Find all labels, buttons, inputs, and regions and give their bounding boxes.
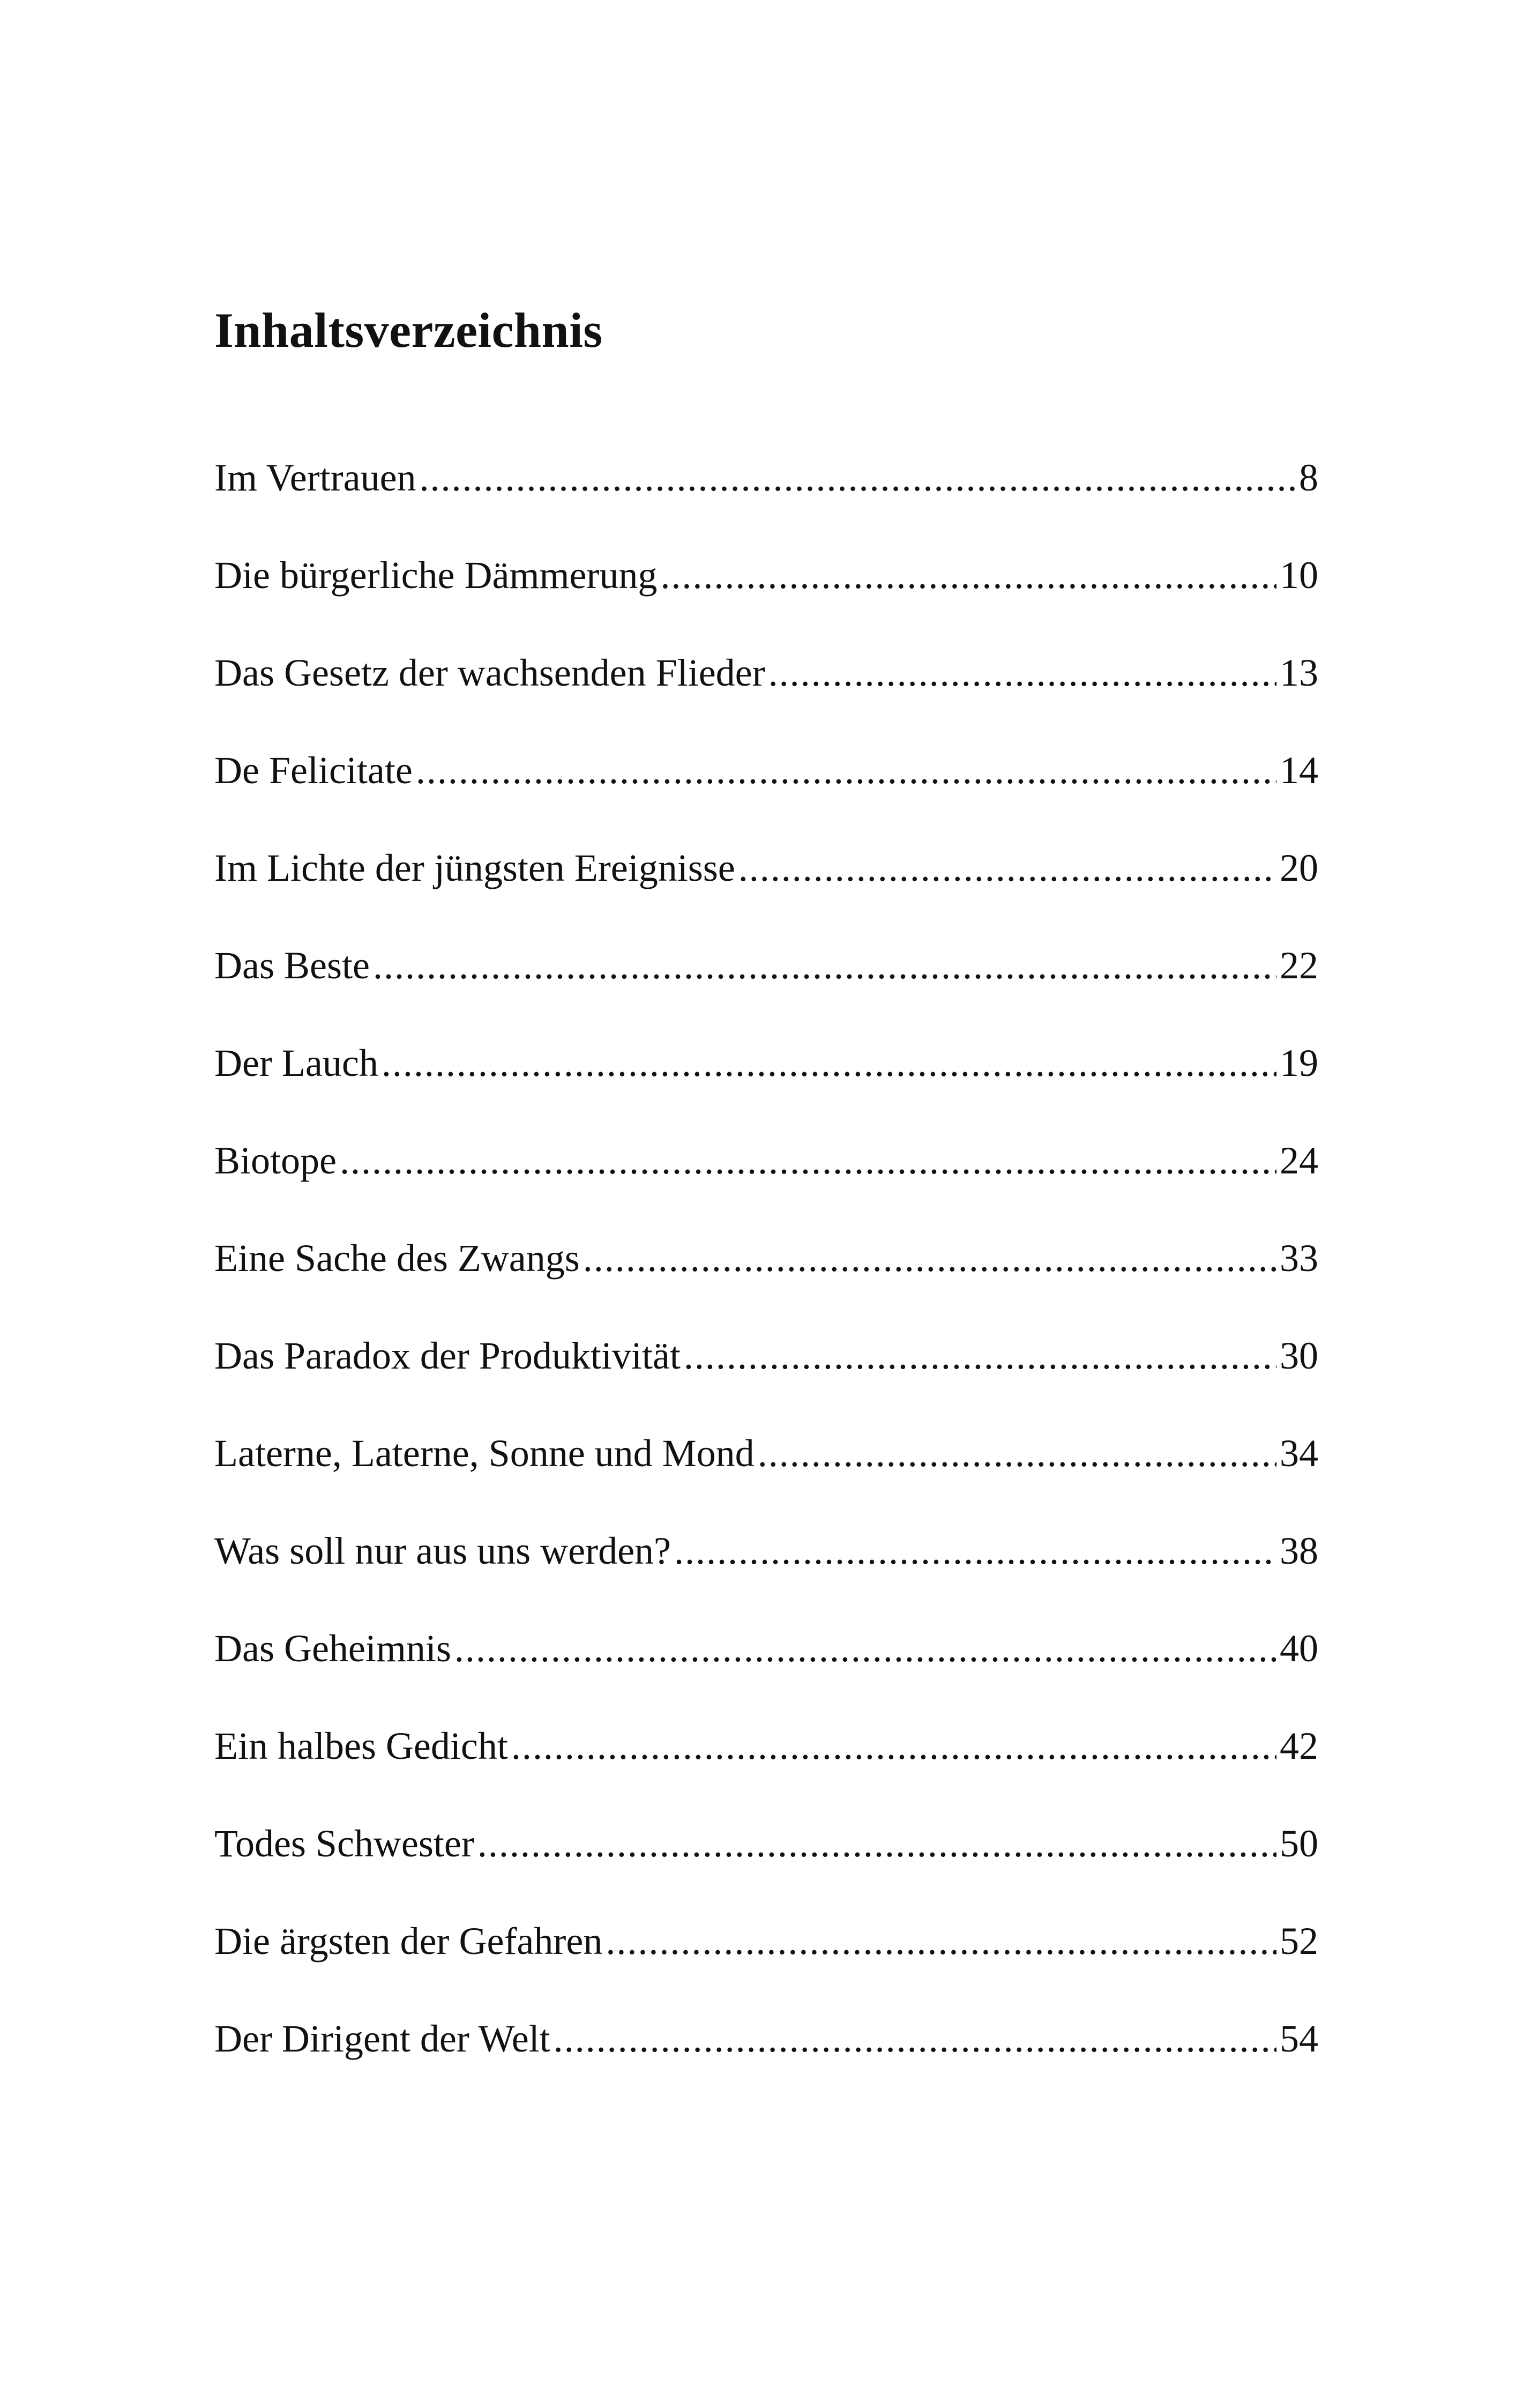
dot-leader [373, 946, 1276, 985]
toc-entry-title: Biotope [214, 1139, 337, 1182]
toc-entry-title: Die ärgsten der Gefahren [214, 1920, 603, 1963]
toc-entry [214, 2019, 1318, 2117]
dot-leader [583, 1239, 1276, 1277]
toc-entry-page-number: 38 [1280, 1529, 1318, 1572]
toc-entry [214, 653, 1318, 751]
toc-entry [214, 846, 1318, 946]
dot-leader [768, 653, 1276, 692]
toc-entry-title: Was soll nur aus uns werden? [214, 1529, 671, 1572]
toc-entry-title: Im Lichte der jüngsten Ereignisse [214, 846, 735, 889]
toc-entry-page-number: 13 [1280, 651, 1318, 694]
toc-entry [214, 1434, 1318, 1532]
dot-leader [660, 556, 1276, 594]
dot-leader [674, 1532, 1276, 1570]
toc-entry [214, 1141, 1318, 1239]
toc-entry-title: Das Paradox der Produktivität [214, 1334, 681, 1377]
toc-entry [214, 556, 1318, 653]
dot-leader [416, 751, 1276, 790]
dot-leader [738, 849, 1276, 887]
dot-leader [382, 1044, 1276, 1082]
dot-leader [477, 1824, 1276, 1863]
toc-entry-page-number: 34 [1280, 1432, 1318, 1475]
toc-entry-page-number: 19 [1280, 1042, 1318, 1084]
toc-entry-title: Das Geheimnis [214, 1627, 451, 1670]
toc-entry-page-number: 24 [1280, 1139, 1318, 1182]
toc-entry-title: Die bürgerliche Dämmerung [214, 554, 658, 597]
dot-leader [340, 1141, 1276, 1180]
dot-leader [454, 1629, 1276, 1668]
toc-entry [214, 1239, 1318, 1336]
dot-leader [554, 2019, 1276, 2058]
dot-leader [511, 1727, 1276, 1765]
dot-leader [606, 1922, 1276, 1960]
toc-entry [214, 1727, 1318, 1824]
toc-entry [214, 1529, 1318, 1629]
toc-entry-title: Im Vertrauen [214, 456, 416, 499]
toc-entry-page-number: 30 [1280, 1334, 1318, 1377]
toc-entry-title: Das Gesetz der wachsenden Flieder [214, 651, 765, 694]
dot-leader [758, 1434, 1276, 1473]
toc-entry-page-number: 8 [1299, 456, 1318, 499]
toc-entry-title: Todes Schwester [214, 1822, 474, 1865]
toc-entry-page-number: 50 [1280, 1822, 1318, 1865]
toc-entry-page-number: 42 [1280, 1725, 1318, 1767]
toc-entry [214, 946, 1318, 1044]
toc-entry-title: De Felicitate [214, 749, 413, 792]
toc-entry-page-number: 20 [1280, 846, 1318, 889]
toc-entry [214, 1824, 1318, 1922]
toc-entry-page-number: 40 [1280, 1627, 1318, 1670]
toc-entry-page-number: 54 [1280, 2017, 1318, 2060]
toc-entry [214, 751, 1318, 849]
page-title: Inhaltsverzeichnis [214, 303, 603, 358]
toc-entry-page-number: 33 [1280, 1237, 1318, 1280]
toc-entry-page-number: 10 [1280, 554, 1318, 597]
toc-entry [214, 1044, 1318, 1141]
table-of-contents [214, 458, 1318, 2117]
dot-leader [420, 458, 1296, 497]
toc-entry [214, 1922, 1318, 2019]
toc-entry [214, 1336, 1318, 1434]
toc-entry [214, 458, 1318, 556]
toc-entry-page-number: 14 [1280, 749, 1318, 792]
toc-entry-page-number: 22 [1280, 944, 1318, 987]
toc-entry-title: Der Dirigent der Welt [214, 2017, 550, 2060]
toc-entry [214, 1629, 1318, 1727]
toc-entry-title: Ein halbes Gedicht [214, 1725, 508, 1767]
toc-entry-page-number: 52 [1280, 1920, 1318, 1963]
toc-entry-title: Der Lauch [214, 1042, 378, 1084]
toc-entry-title: Eine Sache des Zwangs [214, 1237, 580, 1280]
dot-leader [684, 1336, 1276, 1375]
toc-entry-title: Das Beste [214, 944, 370, 987]
toc-entry-title: Laterne, Laterne, Sonne und Mond [214, 1432, 755, 1475]
